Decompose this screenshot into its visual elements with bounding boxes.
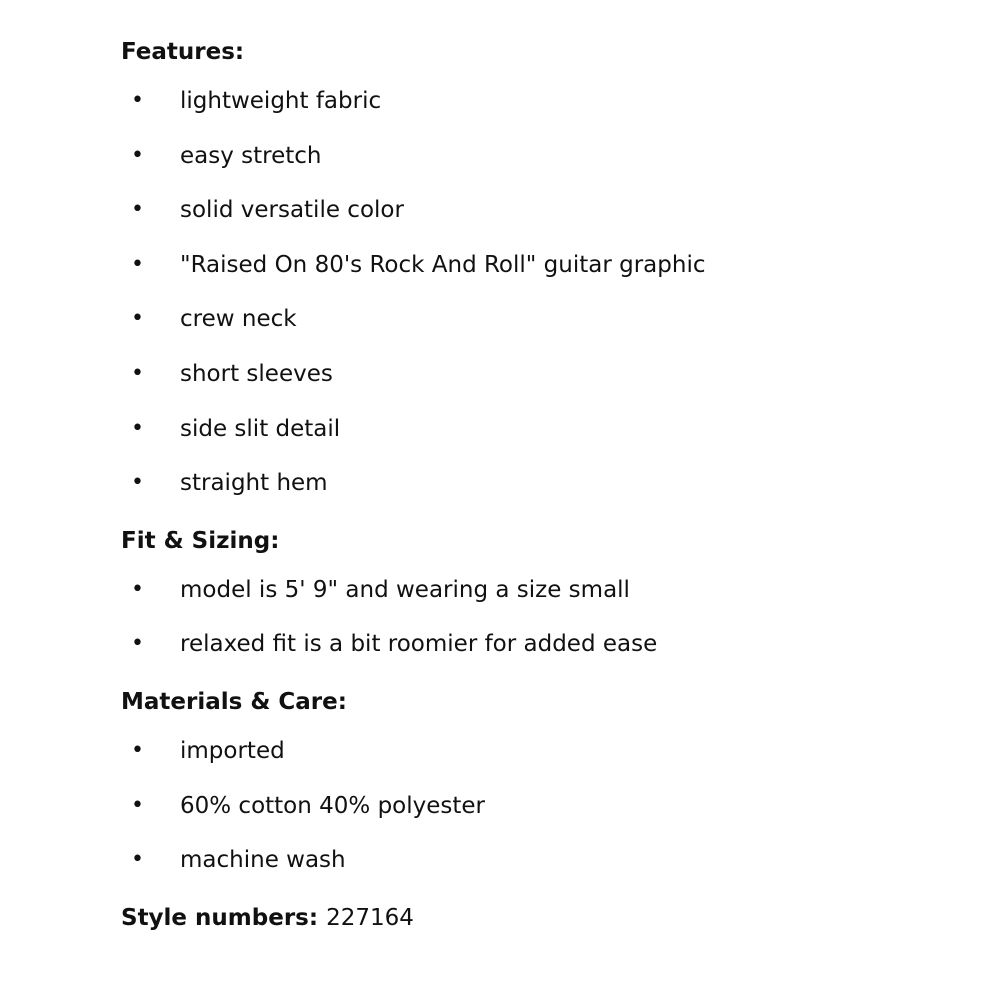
bullet-icon: •	[131, 415, 144, 441]
list-item: • machine wash	[121, 833, 981, 888]
bullet-icon: •	[131, 360, 144, 386]
list-item: • straight hem	[121, 456, 981, 511]
materials-care-section	[121, 680, 981, 888]
features-list	[121, 74, 981, 511]
materials-care-list	[121, 724, 981, 888]
bullet-icon: •	[131, 306, 144, 332]
fit-sizing-list	[121, 563, 981, 672]
list-item: • imported	[121, 724, 981, 779]
bullet-icon: •	[131, 197, 144, 223]
style-numbers-value: 227164	[326, 904, 414, 931]
bullet-icon: •	[131, 470, 144, 496]
bullet-icon: •	[131, 792, 144, 818]
list-item: • solid versatile color	[121, 183, 981, 238]
bullet-icon: •	[131, 631, 144, 657]
bullet-icon: •	[131, 847, 144, 873]
bullet-icon: •	[131, 142, 144, 168]
list-item: • crew neck	[121, 292, 981, 347]
list-item: • 60% cotton 40% polyester	[121, 779, 981, 834]
features-heading: Features:	[121, 39, 245, 65]
bullet-icon: •	[131, 737, 144, 763]
style-numbers	[121, 896, 981, 940]
list-item: • "Raised On 80's Rock And Roll" guitar graphic	[121, 238, 981, 293]
features-section	[121, 30, 981, 511]
list-item: • model is 5' 9" and wearing a size small	[121, 563, 981, 618]
bullet-icon: •	[131, 88, 144, 113]
fit-sizing-section	[121, 519, 981, 672]
bullet-icon: •	[131, 576, 144, 602]
list-item: • relaxed fit is a bit roomier for added ease	[121, 617, 981, 672]
list-item: • short sleeves	[121, 347, 981, 402]
list-item: • side slit detail	[121, 402, 981, 457]
list-item: • lightweight fabric	[121, 74, 981, 129]
list-item: • easy stretch	[121, 129, 981, 184]
bullet-icon: •	[131, 251, 144, 277]
fit-sizing-heading: Fit & Sizing:	[121, 527, 280, 554]
materials-care-heading: Materials & Care:	[121, 688, 347, 715]
style-numbers-label: Style numbers:	[121, 904, 319, 931]
product-details	[121, 30, 981, 940]
